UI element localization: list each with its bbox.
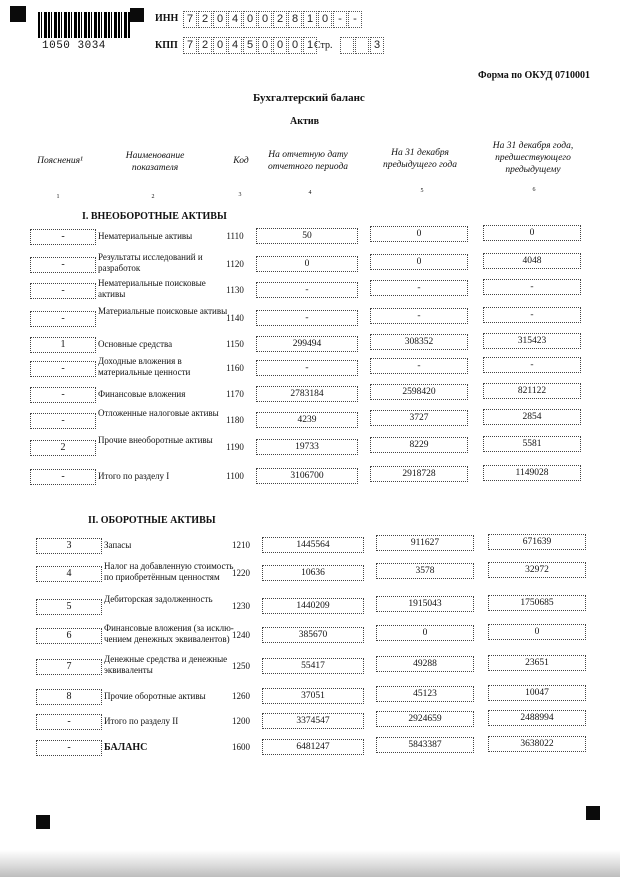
value-period-end: 10636 <box>262 565 364 581</box>
row-name: Прочие оборотные активы <box>104 691 206 701</box>
value-prev-year: 8229 <box>370 437 468 453</box>
row-code: 1160 <box>226 363 244 373</box>
explanation-cell: - <box>30 469 96 485</box>
kpp-digit-cell: 7 <box>183 37 197 54</box>
value-period-end: 19733 <box>256 439 358 455</box>
inn-digit-cell: 0 <box>258 11 272 28</box>
explanation-cell: - <box>30 283 96 299</box>
explanation-cell: - <box>36 714 102 730</box>
explanation-cell: - <box>30 387 96 403</box>
value-period-end: 385670 <box>262 627 364 643</box>
row-name: Доходные вложения в материальные ценности <box>98 356 191 377</box>
row-code: 1210 <box>232 540 250 550</box>
row-name: БАЛАНС <box>104 742 148 753</box>
value-prev-year: 5843387 <box>376 737 474 753</box>
value-year-before: 1149028 <box>483 465 581 481</box>
value-year-before: 315423 <box>483 333 581 349</box>
value-prev-year: - <box>370 280 468 296</box>
page-label: Стр. <box>314 40 333 51</box>
value-period-end: - <box>256 310 358 326</box>
inn-digit-cell: - <box>348 11 362 28</box>
corner-marker-bottom-right <box>586 806 600 820</box>
kpp-digit-cell: 0 <box>213 37 227 54</box>
value-prev-year: 2918728 <box>370 466 468 482</box>
value-period-end: 1445564 <box>262 537 364 553</box>
row-code: 1110 <box>226 231 244 241</box>
row-code: 1240 <box>232 630 250 640</box>
row-code: 1260 <box>232 691 250 701</box>
value-period-end: 6481247 <box>262 739 364 755</box>
row-name: Нематериальные активы <box>98 231 193 241</box>
value-period-end: 3374547 <box>262 713 364 729</box>
value-period-end: 1440209 <box>262 598 364 614</box>
kpp-label: КПП <box>155 40 178 51</box>
col-explanations: Пояснения¹ <box>37 156 83 166</box>
col-period-end: На отчетную дату отчетного периода <box>267 150 349 172</box>
inn-digit-cell: 0 <box>318 11 332 28</box>
row-name: Денежные средства и денежные эквиваленты <box>104 654 228 675</box>
value-prev-year: 0 <box>370 254 468 270</box>
row-name: Основные средства <box>98 339 173 349</box>
row-code: 1150 <box>226 339 244 349</box>
row-name: Прочие внеоборотные активы <box>98 435 213 445</box>
row-name: Итого по разделу I <box>98 471 170 481</box>
kpp-digit-cell: 4 <box>228 37 242 54</box>
inn-digit-cell: 7 <box>183 11 197 28</box>
value-period-end: 37051 <box>262 688 364 704</box>
value-year-before: 2854 <box>483 409 581 425</box>
barcode-number: 1050 3034 <box>42 40 106 52</box>
value-prev-year: 49288 <box>376 656 474 672</box>
okud-code: Форма по ОКУД 0710001 <box>478 70 591 81</box>
value-prev-year: - <box>370 358 468 374</box>
explanation-cell: 8 <box>36 689 102 705</box>
value-year-before: 2488994 <box>488 710 586 726</box>
corner-marker-bottom-left <box>36 815 50 829</box>
page-digit-cell: 3 <box>370 37 384 54</box>
kpp-digit-cell: 1 <box>303 37 317 54</box>
kpp-digit-cell: 2 <box>198 37 212 54</box>
row-name: Нематериальные поисковые активы <box>98 278 206 299</box>
value-year-before: 3638022 <box>488 736 586 752</box>
row-code: 1190 <box>226 442 244 452</box>
value-period-end: - <box>256 282 358 298</box>
value-year-before: 821122 <box>483 383 581 399</box>
scan-bottom-shadow <box>0 850 620 877</box>
inn-cells <box>183 11 363 28</box>
value-year-before: 23651 <box>488 655 586 671</box>
page-title: Бухгалтерский баланс <box>253 92 365 104</box>
value-period-end: 0 <box>256 256 358 272</box>
explanation-cell: - <box>30 229 96 245</box>
row-name: Запасы <box>104 540 132 550</box>
value-year-before: - <box>483 279 581 295</box>
explanation-cell: - <box>30 413 96 429</box>
inn-digit-cell: 8 <box>288 11 302 28</box>
inn-digit-cell: 4 <box>228 11 242 28</box>
value-prev-year: 45123 <box>376 686 474 702</box>
value-prev-year: 308352 <box>370 334 468 350</box>
section-2-title: II. ОБОРОТНЫЕ АКТИВЫ <box>88 515 216 526</box>
row-code: 1180 <box>226 415 244 425</box>
col-number: 3 <box>238 192 242 198</box>
page-subtitle: Актив <box>290 116 320 127</box>
page-digit-cell <box>340 37 354 54</box>
value-prev-year: - <box>370 308 468 324</box>
row-code: 1250 <box>232 661 250 671</box>
inn-digit-cell: 1 <box>303 11 317 28</box>
value-prev-year: 2598420 <box>370 384 468 400</box>
col-number: 6 <box>532 187 536 193</box>
explanation-cell: 5 <box>36 599 102 615</box>
value-year-before: 32972 <box>488 562 586 578</box>
explanation-cell: - <box>36 740 102 756</box>
value-year-before: 10047 <box>488 685 586 701</box>
kpp-digit-cell: 5 <box>243 37 257 54</box>
col-number: 1 <box>56 194 60 200</box>
row-name: Дебиторская задолженность <box>104 594 213 604</box>
explanation-cell: 3 <box>36 538 102 554</box>
col-code: Код <box>233 156 249 166</box>
value-prev-year: 911627 <box>376 535 474 551</box>
explanation-cell: 4 <box>36 566 102 582</box>
value-period-end: 55417 <box>262 658 364 674</box>
explanation-cell: 2 <box>30 440 96 456</box>
value-year-before: 0 <box>483 225 581 241</box>
col-number: 5 <box>420 188 424 194</box>
kpp-digit-cell: 0 <box>288 37 302 54</box>
explanation-cell: 1 <box>30 337 96 353</box>
value-period-end: 50 <box>256 228 358 244</box>
col-number: 2 <box>151 194 155 200</box>
value-prev-year: 1915043 <box>376 596 474 612</box>
value-year-before: 5581 <box>483 436 581 452</box>
value-year-before: - <box>483 307 581 323</box>
row-name: Налог на добавленную стоимость по приобретённым ценностям <box>104 561 234 582</box>
inn-digit-cell: 0 <box>243 11 257 28</box>
value-period-end: 2783184 <box>256 386 358 402</box>
row-code: 1120 <box>226 259 244 269</box>
inn-label: ИНН <box>155 13 179 24</box>
col-prev-year: На 31 декабря предыдущего года <box>383 148 457 170</box>
row-code: 1200 <box>232 716 250 726</box>
inn-digit-cell: 2 <box>198 11 212 28</box>
page-digit-cell <box>355 37 369 54</box>
row-code: 1100 <box>226 471 244 481</box>
value-period-end: - <box>256 360 358 376</box>
section-1-title: I. ВНЕОБОРОТНЫЕ АКТИВЫ <box>82 211 227 222</box>
row-name: Итого по разделу II <box>104 716 179 726</box>
page-cells <box>340 37 385 54</box>
value-year-before: 1750685 <box>488 595 586 611</box>
value-prev-year: 0 <box>376 625 474 641</box>
row-code: 1130 <box>226 285 244 295</box>
row-name: Материальные поисковые активы <box>98 306 228 316</box>
value-period-end: 4239 <box>256 412 358 428</box>
corner-marker-top-left <box>10 6 26 22</box>
row-name: Финансовые вложения (за исклю- чением денежных эквивалентов) <box>104 623 234 644</box>
col-year-before: На 31 декабря года, предшествующего предыдущему <box>492 141 574 175</box>
kpp-digit-cell: 0 <box>258 37 272 54</box>
kpp-cells <box>183 37 318 54</box>
value-year-before: 0 <box>488 624 586 640</box>
explanation-cell: 6 <box>36 628 102 644</box>
value-prev-year: 3578 <box>376 563 474 579</box>
value-prev-year: 0 <box>370 226 468 242</box>
row-name: Финансовые вложения <box>98 389 186 399</box>
row-code: 1170 <box>226 389 244 399</box>
col-name: Наименование показателя <box>125 151 185 173</box>
inn-digit-cell: - <box>333 11 347 28</box>
explanation-cell: - <box>30 257 96 273</box>
explanation-cell: - <box>30 361 96 377</box>
value-period-end: 3106700 <box>256 468 358 484</box>
inn-digit-cell: 0 <box>213 11 227 28</box>
value-year-before: - <box>483 357 581 373</box>
value-prev-year: 3727 <box>370 410 468 426</box>
barcode <box>38 12 130 38</box>
kpp-digit-cell: 0 <box>273 37 287 54</box>
explanation-cell: - <box>30 311 96 327</box>
row-name: Результаты исследований и разработок <box>98 252 203 273</box>
col-number: 4 <box>308 190 312 196</box>
inn-digit-cell: 2 <box>273 11 287 28</box>
value-year-before: 671639 <box>488 534 586 550</box>
explanation-cell: 7 <box>36 659 102 675</box>
corner-marker-top-mid <box>130 8 144 22</box>
row-code: 1220 <box>232 568 250 578</box>
value-year-before: 4048 <box>483 253 581 269</box>
value-period-end: 299494 <box>256 336 358 352</box>
row-code: 1140 <box>226 313 244 323</box>
value-prev-year: 2924659 <box>376 711 474 727</box>
row-name: Отложенные налоговые активы <box>98 408 219 418</box>
row-code: 1600 <box>232 742 250 752</box>
row-code: 1230 <box>232 601 250 611</box>
